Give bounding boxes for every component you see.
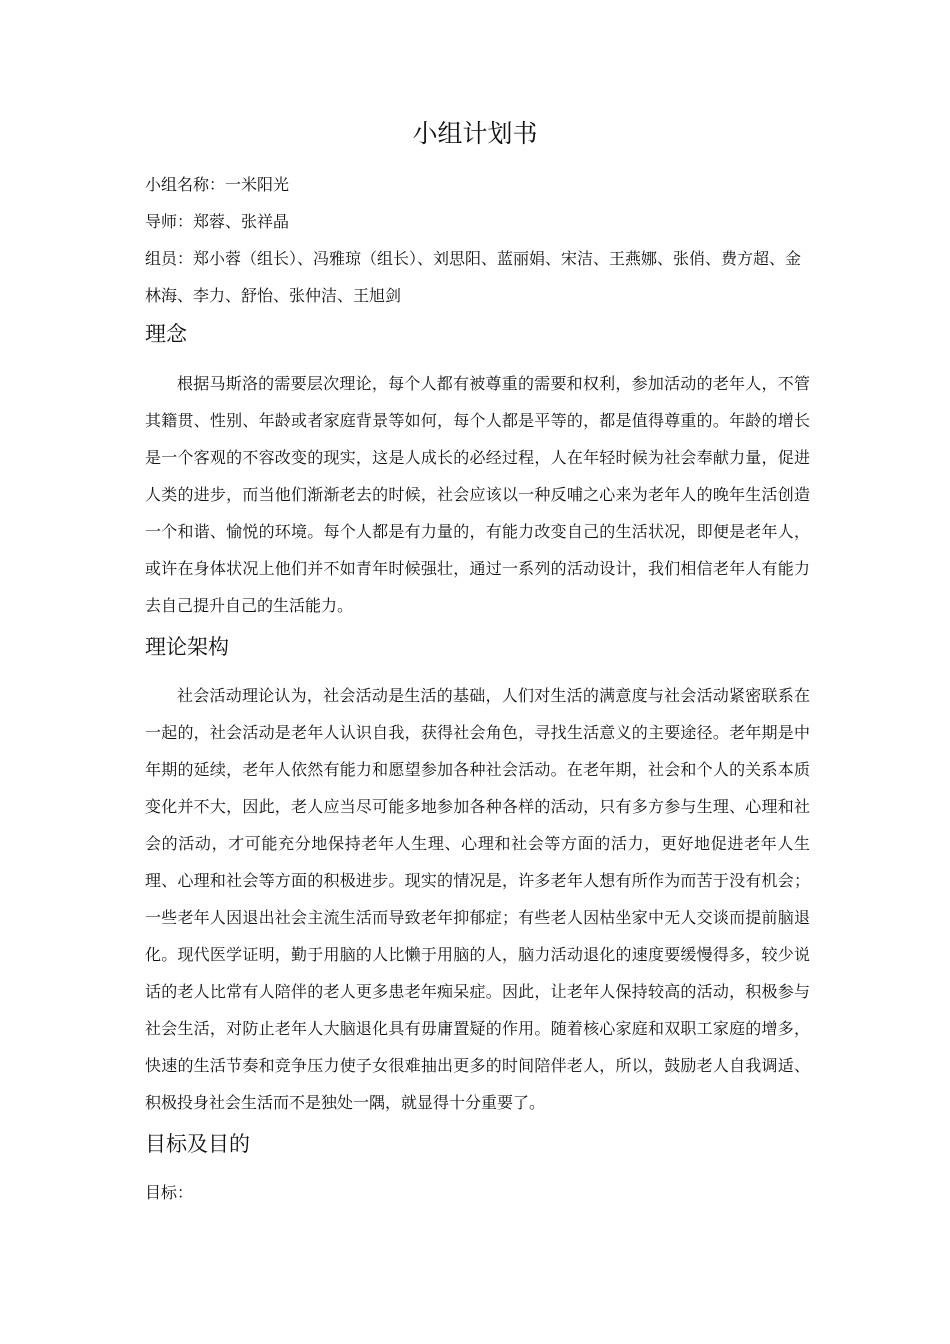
section-body-theory: 社会活动理论认为，社会活动是生活的基础，人们对生活的满意度与社会活动紧密联系在一起的，社会活动是老年人认识自我，获得社会角色，寻找生活意义的主要途径。老年期是中年期的延续，老年人依然有能力和愿望参加各种社会活动。在老年期，社会和个人的关系本质变化并不大，因此，老人应当尽可能多地参加各种各样的活动，只有多方参与生理、心理和社会的活动，才可能充分地保持老年人生理、心理和社会等方面的活力，更好地促进老年人生理、心理和社会等方面的积极进步。现实的情况是，许多老年人想有所作为而苦于没有机会；一些老年人因退出社会主流生活而导致老年抑郁症；有些老人因枯坐家中无人交谈而提前脑退化。现代医学证明，勤于用脑的人比懒于用脑的人，脑力活动退化的速度要缓慢得多，较少说话的老人比常有人陪伴的老人更多患老年痴呆症。因此，让老年人保持较高的活动，积极参与社会生活，对防止老年人大脑退化具有毋庸置疑的作用。随着核心家庭和双职工家庭的增多，快速的生活节奏和竞争压力使子女很难抽出更多的时间陪伴老人，所以，鼓励老人自我调适、积极投身社会生活而不是独处一隅，就显得十分重要了。 xyxy=(145,686,810,1112)
section-heading-theory: 理论架构 xyxy=(145,635,229,659)
section-body-philosophy: 根据马斯洛的需要层次理论，每个人都有被尊重的需要和权利，参加活动的老年人，不管其籍贯、性别、年龄或者家庭背景等如何，每个人都是平等的，都是值得尊重的。年龄的增长是一个客观的不容改变的现实，这是人成长的必经过程，人在年轻时候为社会奉献力量，促进人类的进步，而当他们渐渐老去的时候，社会应该以一种反哺之心来为老年人的晚年生活创造一个和谐、愉悦的环境。每个人都是有力量的，有能力改变自己的生活状况，即便是老年人，或许在身体状况上他们并不如青年时候强壮，通过一系列的活动设计，我们相信老年人有能力去自己提升自己的生活能力。 xyxy=(145,374,810,615)
goals-label: 目标： xyxy=(145,1183,194,1202)
members-line: 组员：郑小蓉（组长）、冯雅琼（组长）、刘思阳、蓝丽娟、宋洁、王燕娜、张俏、费方超、金林海、李力、舒怡、张仲洁、王旭剑 xyxy=(145,249,802,305)
tutor-line: 导师：郑蓉、张祥晶 xyxy=(145,212,290,231)
document-title: 小组计划书 xyxy=(412,119,538,148)
section-heading-goals: 目标及目的 xyxy=(145,1132,250,1156)
group-name-line: 小组名称：一米阳光 xyxy=(145,175,290,194)
section-heading-philosophy: 理念 xyxy=(145,322,187,346)
